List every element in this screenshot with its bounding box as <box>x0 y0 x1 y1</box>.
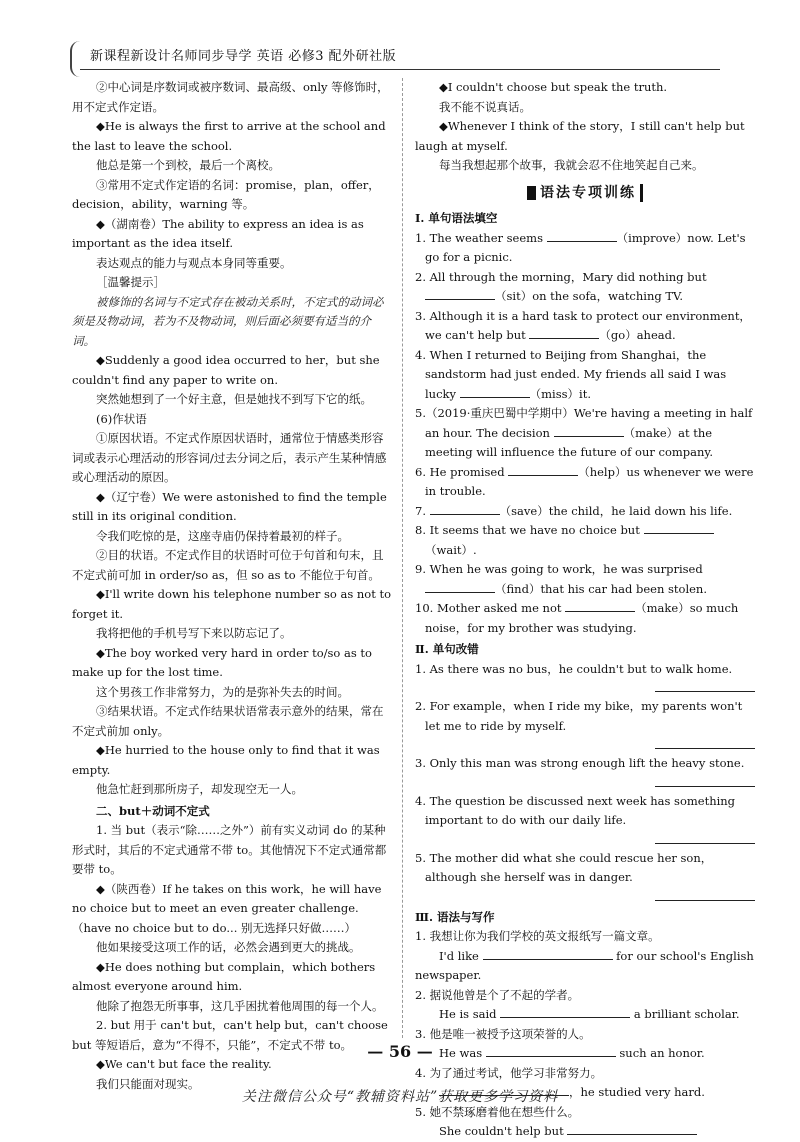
left-paragraph: 他急忙赶到那所房子，却发现空无一人。 <box>96 782 303 796</box>
correction-answer-line <box>415 736 755 754</box>
left-paragraph: ②目的状语。不定式作目的状语时可位于句首和句末，且不定式前可加 in order/so as，但 so as to 不能位于句首。 <box>72 548 384 582</box>
translation-prompt: 4. 为了通过考试，他学习非常努力。 <box>415 1065 603 1080</box>
exercise-item <box>415 229 755 268</box>
right-column <box>415 78 755 1142</box>
left-paragraph: ［温馨提示］ <box>96 275 165 289</box>
translation-prompt: 2. 据说他曾是个了不起的学者。 <box>415 987 580 1002</box>
correction-answer-line <box>415 679 755 697</box>
correction-item: 1. As there was no bus，he couldn't but to walk home. <box>415 661 733 676</box>
translation-line <box>415 1122 755 1142</box>
section-2-title: Ⅱ. 单句改错 <box>415 642 479 656</box>
exercise-item <box>415 404 755 463</box>
left-paragraph: 表达观点的能力与观点本身同等重要。 <box>96 255 292 270</box>
item-text-after: ，he studied very hard. <box>569 1085 705 1099</box>
item-text-after: （make）so much noise，for my brother was studying. <box>425 601 739 635</box>
correction-answer-line <box>415 888 755 906</box>
left-paragraph: ◆（陕西卷）If he takes on this work，he will have no choice but to meet an even greater challenge.（have no choice but to do... 别无选择只好做……） <box>72 881 382 935</box>
header-bracket-ornament <box>70 41 84 77</box>
item-text-before: 1. The weather seems <box>415 230 547 245</box>
item-text-before: 7. <box>415 503 430 518</box>
item-text-before: He is said <box>439 1007 501 1021</box>
item-text-after: （make）at the meeting will influence the future of our company. <box>425 425 714 459</box>
translation-exercises <box>415 927 755 1142</box>
exercise-item <box>415 560 755 599</box>
exercise-item <box>415 268 755 307</box>
item-text-before: 6. He promised <box>415 464 509 479</box>
item-text-after: for our school's English newspaper. <box>415 948 754 982</box>
left-paragraph: ①原因状语。不定式作原因状语时，通常位于情感类形容词或表示心理活动的形容词/过去分词之后，表示产生某种情感或心理活动的原因。 <box>72 431 387 484</box>
item-text-before: He was <box>439 1046 486 1060</box>
exercise-item <box>415 346 755 405</box>
item-text-after: （wait）. <box>425 542 477 557</box>
left-paragraph: ③常用不定式作定语的名词：promise，plan，offer，decision，ability，warning 等。 <box>72 177 380 211</box>
answer-blank[interactable] <box>655 888 755 901</box>
exercise-item <box>415 307 755 346</box>
left-paragraph: 他除了抱怨无所事事，这几乎困扰着他周围的每一个人。 <box>96 998 384 1013</box>
item-text-after: （save）the child，he laid down his life. <box>499 503 733 518</box>
item-text-before: 8. It seems that we have no choice but <box>415 523 644 537</box>
answer-blank[interactable] <box>554 424 624 437</box>
page-number: — 56 — <box>367 1042 433 1061</box>
footer-note: 关注微信公众号“教辅资料站”获取更多学习资料 <box>241 1089 559 1105</box>
left-paragraph: 突然她想到了一个好主意，但是她找不到写下它的纸。 <box>96 392 372 406</box>
right-paragraph: ◆Whenever I think of the story，I still can't help but laugh at myself. <box>415 119 745 153</box>
item-text-after: （sit）on the sofa，watching TV. <box>495 289 684 303</box>
fill-in-exercises <box>415 229 755 639</box>
exercise-item <box>415 502 755 522</box>
translation-prompt: 5. 她不禁琢磨着他在想些什么。 <box>415 1104 580 1119</box>
correction-item: 5. The mother did what she could rescue her son，although she herself was in danger. <box>415 850 713 884</box>
answer-blank[interactable] <box>567 1122 697 1135</box>
item-text-after: （go）ahead. <box>599 328 676 342</box>
left-paragraph: ③结果状语。不定式作结果状语常表示意外的结果，常在不定式前加 only。 <box>72 704 384 738</box>
answer-blank[interactable] <box>425 287 495 300</box>
right-paragraph: ◆I couldn't choose but speak the truth. <box>439 80 668 94</box>
left-paragraph: ◆He is always the first to arrive at the school and the last to leave the school. <box>72 119 386 153</box>
item-text-before: I'd like <box>439 948 483 963</box>
banner-bar-icon <box>640 184 643 202</box>
answer-blank[interactable] <box>655 679 755 692</box>
answer-blank[interactable] <box>565 599 635 612</box>
translation-prompt: 1. 我想让你为我们学校的英文报纸写一篇文章。 <box>415 929 660 943</box>
answer-blank[interactable] <box>500 1005 630 1018</box>
examples-continued <box>415 78 755 176</box>
section-3-title: Ⅲ. 语法与写作 <box>415 909 495 924</box>
answer-blank[interactable] <box>430 502 500 515</box>
item-text-after: （miss）it. <box>529 386 591 401</box>
exercise-item <box>415 521 755 560</box>
item-text-after: such an honor. <box>615 1046 705 1060</box>
left-paragraph: ◆I'll write down his telephone number so as not to forget it. <box>72 587 392 621</box>
left-paragraph: ②中心词是序数词或被序数词、最高级、only 等修饰时，用不定式作定语。 <box>72 80 389 114</box>
left-paragraph: ◆（辽宁卷）We were astonished to find the temple still in its original condition. <box>72 489 387 523</box>
left-paragraph: (6)作状语 <box>96 411 147 426</box>
correction-item: 3. Only this man was strong enough lift the heavy stone. <box>415 756 745 770</box>
left-paragraph: 这个男孩工作非常努力，为的是弥补失去的时间。 <box>96 684 349 699</box>
left-paragraph: ◆The boy worked very hard in order to/so as to make up for the lost time. <box>72 645 372 679</box>
right-paragraph: 每当我想起那个故事，我就会忍不住地笑起自己来。 <box>439 158 704 172</box>
item-text-after: （find）that his car had been stolen. <box>495 581 707 596</box>
left-paragraph: ◆He hurried to the house only to find that it was empty. <box>72 743 380 777</box>
answer-blank[interactable] <box>655 831 755 844</box>
page-header <box>80 47 720 70</box>
answer-blank[interactable] <box>425 580 495 593</box>
answer-blank[interactable] <box>644 521 714 534</box>
answer-blank[interactable] <box>460 385 530 398</box>
banner-mark-icon <box>527 186 536 200</box>
item-text-after: a brilliant scholar. <box>630 1007 740 1021</box>
item-text-before: 9. When he was going to work，he was surprised <box>415 562 703 576</box>
left-paragraph: 2. but 用于 can't but，can't help but，can't choose but 等短语后，意为“不得不，只能”，不定式不带 to。 <box>72 1018 388 1052</box>
answer-blank[interactable] <box>655 774 755 787</box>
translation-line <box>415 1005 755 1025</box>
left-paragraph: 被修饰的名词与不定式存在被动关系时，不定式的动词必须是及物动词，若为不及物动词，则后面必须要有适当的介词。 <box>72 294 384 348</box>
left-paragraph: 他总是第一个到校，最后一个离校。 <box>96 158 280 172</box>
correction-answer-line <box>415 831 755 849</box>
left-paragraph: ◆We can't but face the reality. <box>96 1057 272 1071</box>
left-paragraph: 他如果接受这项工作的话，必然会遇到更大的挑战。 <box>96 940 361 954</box>
item-text-after: （improve）now. Let's go for a picnic. <box>425 230 746 264</box>
left-paragraph: 令我们吃惊的是，这座寺庙仍保持着最初的样子。 <box>96 528 349 543</box>
answer-blank[interactable] <box>483 947 613 960</box>
correction-item: 2. For example，when I ride my bike，my parents won't let me to ride by myself. <box>415 699 743 733</box>
correction-answer-line <box>415 774 755 792</box>
column-divider <box>402 78 403 1038</box>
left-paragraph: ◆Suddenly a good idea occurred to her，but she couldn't find any paper to write on. <box>72 353 380 387</box>
item-text-before: 2. All through the morning，Mary did nothing but <box>415 269 707 284</box>
answer-blank[interactable] <box>529 326 599 339</box>
left-paragraph: 1. 当 but（表示“除……之外”）前有实义动词 do 的某种形式时，其后的不定式通常不带 to。其他情况下不定式通常都要带 to。 <box>72 823 387 876</box>
item-text-before: 3. Although it is a hard task to protect our environment，we can't help but <box>415 308 751 342</box>
left-paragraph: ◆（湖南卷）The ability to express an idea is as important as the idea itself. <box>72 216 364 250</box>
item-text-after: （help）us whenever we were in trouble. <box>425 464 754 498</box>
section-1-title: Ⅰ. 单句语法填空 <box>415 211 498 225</box>
translation-prompt: 3. 他是唯一被授予这项荣誉的人。 <box>415 1026 591 1041</box>
answer-blank[interactable] <box>547 229 617 242</box>
correction-item: 4. The question be discussed next week has something important to do with our daily life. <box>415 793 736 827</box>
item-text-before: 10. Mother asked me not <box>415 601 566 615</box>
item-text-before: She couldn't help but <box>439 1124 568 1138</box>
left-paragraph: 二、but＋动词不定式 <box>96 803 210 818</box>
error-correction-exercises <box>415 660 755 906</box>
left-paragraph: 我们只能面对现实。 <box>96 1076 200 1091</box>
item-text-before: 5.（2019·重庆巴蜀中学期中）We're having a meeting in half an hour. The decision <box>415 406 753 440</box>
left-column <box>72 78 392 1094</box>
answer-blank[interactable] <box>655 736 755 749</box>
translation-line <box>415 947 755 986</box>
exercise-item <box>415 463 755 502</box>
section-banner: 语法专项训练 <box>415 184 755 204</box>
item-text-before: 4. When I returned to Beijing from Shanghai，the sandstorm had just ended. My friends all said I was lucky <box>415 347 727 401</box>
header-title: 新课程新设计名师同步导学 英语 必修3 配外研社版 <box>90 49 397 64</box>
right-paragraph: 我不能不说真话。 <box>439 99 531 114</box>
exercise-item <box>415 599 755 638</box>
left-paragraph: 我将把他的手机号写下来以防忘记了。 <box>96 626 292 640</box>
left-paragraph: ◆He does nothing but complain，which bothers almost everyone around him. <box>72 959 376 993</box>
answer-blank[interactable] <box>508 463 578 476</box>
